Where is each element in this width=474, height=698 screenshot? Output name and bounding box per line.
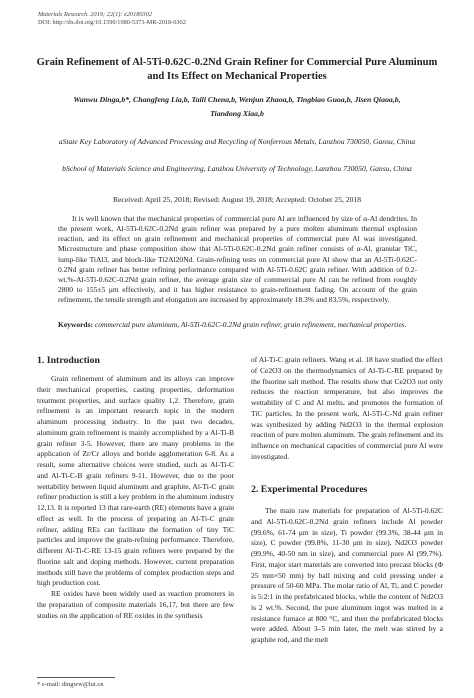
authors-line-2: Tiandong Xiaa,b bbox=[210, 109, 264, 118]
experimental-paragraph-1: The main raw materials for preparation of Al-5Ti-0.62C and Al-5Ti-0.62C-0.2Nd grain refiners include Al powder (99.6%, 61-74 μm in size), Ti powder (99.3%, 38-44 μm in size), C powder (99.8%, 11-30 μm in size), Nd2O3 powder (99.9%, 40-50 nm in size), and commercial pure Al (99.7%). First, major start materials are converted into precast blocks (Φ 25 mm×50 mm) by ball mixing and cold pressing under a pressure of 50-60 MPa. The molar ratio of Al, Ti, and C powder is 5:2:1 in the prefabricated blocks, while the content of Nd2O3 is 2 wt.%. Second, the pure aluminum ingot was melted in a resistance furnace at 800 °C, and then the prefabricated blocks were added. About 3–5 min later, the melt was stirred by a graphite rod, and the melt bbox=[251, 506, 443, 644]
authors-line-1: Wanwu Dinga,b*, Changfeng Lia,b, Taili Chena,b, Wenjun Zhaoa,b, Tingbiao Guoa,b, Jisen Qiaoa,b, bbox=[73, 95, 401, 104]
keywords-label: Keywords: bbox=[58, 320, 93, 329]
author-list bbox=[40, 93, 434, 121]
left-column bbox=[37, 374, 234, 621]
journal-citation: Materials Research. 2019; 22(1): e20180302 bbox=[38, 11, 152, 18]
section-heading-experimental: 2. Experimental Procedures bbox=[251, 484, 368, 495]
footnote-rule bbox=[37, 677, 115, 678]
right-column-bottom bbox=[251, 506, 443, 646]
keywords-text: commercial pure aluminum, Al-5Ti-0.62C-0.2Nd grain refiner, grain refinement, mechanical properties. bbox=[94, 320, 407, 329]
intro-paragraph-continued: of Al-Ti-C grain refiners. Wang et al. 18 have studied the effect of Ce2O3 on the thermodynamics of Al-Ti-C-RE prepared by the fluorine salt method. The results show that Ce2O3 not only reduces the reaction temperature, but also improves the wettability of C and Al melts, and promotes the formation of TiC particles. In the present work, Al-5Ti-C-Nd grain refiner was synthesized by adding Nd2O3 in the thermal explosion reaction of pure molten aluminum. The grain refinement and its influence on mechanical capacities of commercial pure Al were investigated. bbox=[251, 355, 443, 461]
doi-line: DOI: http://dx.doi.org/10.1590/1980-5373-MR-2018-0302 bbox=[38, 19, 186, 26]
journal-header bbox=[38, 11, 186, 27]
keywords bbox=[58, 320, 417, 330]
received-dates: Received: April 25, 2018; Revised: August 19, 2018; Accepted: October 25, 2018 bbox=[112, 195, 362, 204]
abstract: It is well known that the mechanical properties of commercial pure Al are influenced by size of α-Al dendrites. In the present work, Al-5Ti-0.62C-0.2Nd grain refiner was prepared by a pure molten aluminum thermal explosion reaction, and its effect on grain refinement and mechanical properties of commercial pure Al was investigated. Microstructure and phase composition show that Al-5Ti-0.62C-0.2Nd grain refiner consists of α-Al, granular TiC, lump-like TiAl3, and block-like Ti2Al20Nd. Grain-refining tests on commercial pure Al show that an Al-5Ti-0.62C-0.2Nd grain refiner has better refining performance compared with Al-5Ti-0.62C grain refiner. With addition of 0.2-wt.%-Al-5Ti-0.62C-0.2Nd grain refiner, the average grain size of commercial pure Al can be refined from roughly 2800 to 155±5 μm effectively, and it has higher resistance to grain-refinement fading. On account of the grain refinement, the tensile strength and elongation are increased by approximately 18.3% and 83.5%, respectively. bbox=[58, 214, 417, 305]
footnote-email: * e-mail: dingww@lut.cn bbox=[37, 681, 104, 688]
affiliation-b: bSchool of Materials Science and Engineering, Lanzhou University of Technology, Lanzhou 730050, Gansu, China bbox=[62, 164, 412, 173]
intro-paragraph-1: Grain refinement of aluminum and its alloys can improve their mechanical properties, casting properties, deformation treatment properties, and surface quality 1,2. Therefore, grain refinement is an important research topic in the modern aluminum processing industry. In the past two decades, aluminum grain refinement is mainly accomplished by a Al-Ti-B grain refiner 3-5. However, there are many problems in the application of Zr/Cr alloys and boride agglomeration 6-8. As a result, some alternative choices were studied, such as Al-Ti-C and Al-Ti-C-B grain refiners 9-11. However, due to the poor wettability between liquid aluminum and graphite, Al-Ti-C grain refiner production is still a key problem in the aluminum industry 12,13. It is reported 13 that rare-earth (RE) elements have a grain effect as well. In the process of preparing an Al-Ti-C grain refiner, adding REs can facilitate the formation of tiny TiC particles and improve the grain-refining performance. Therefore, different Al-Ti-C-RE 13-15 grain refiners were prepared by the fluorine salt and doping methods. However, current preparation methods still have the problems of complex production steps and high production cost. bbox=[37, 374, 234, 588]
paper-title: Grain Refinement of Al-5Ti-0.62C-0.2Nd Grain Refiner for Commercial Pure Aluminum and Its Effect on Mechanical Properties bbox=[36, 57, 438, 82]
intro-paragraph-2: RE oxides have been widely used as reaction promoters in the preparation of composite materials 16,17, but there are few studies on the application of RE oxides in the synthesis bbox=[37, 589, 234, 620]
section-heading-introduction: 1. Introduction bbox=[37, 355, 100, 366]
affiliation-a: aState Key Laboratory of Advanced Processing and Recycling of Nonferrous Metals, Lanzhou 730050, Gansu, China bbox=[58, 137, 416, 146]
right-column-top bbox=[251, 355, 443, 463]
